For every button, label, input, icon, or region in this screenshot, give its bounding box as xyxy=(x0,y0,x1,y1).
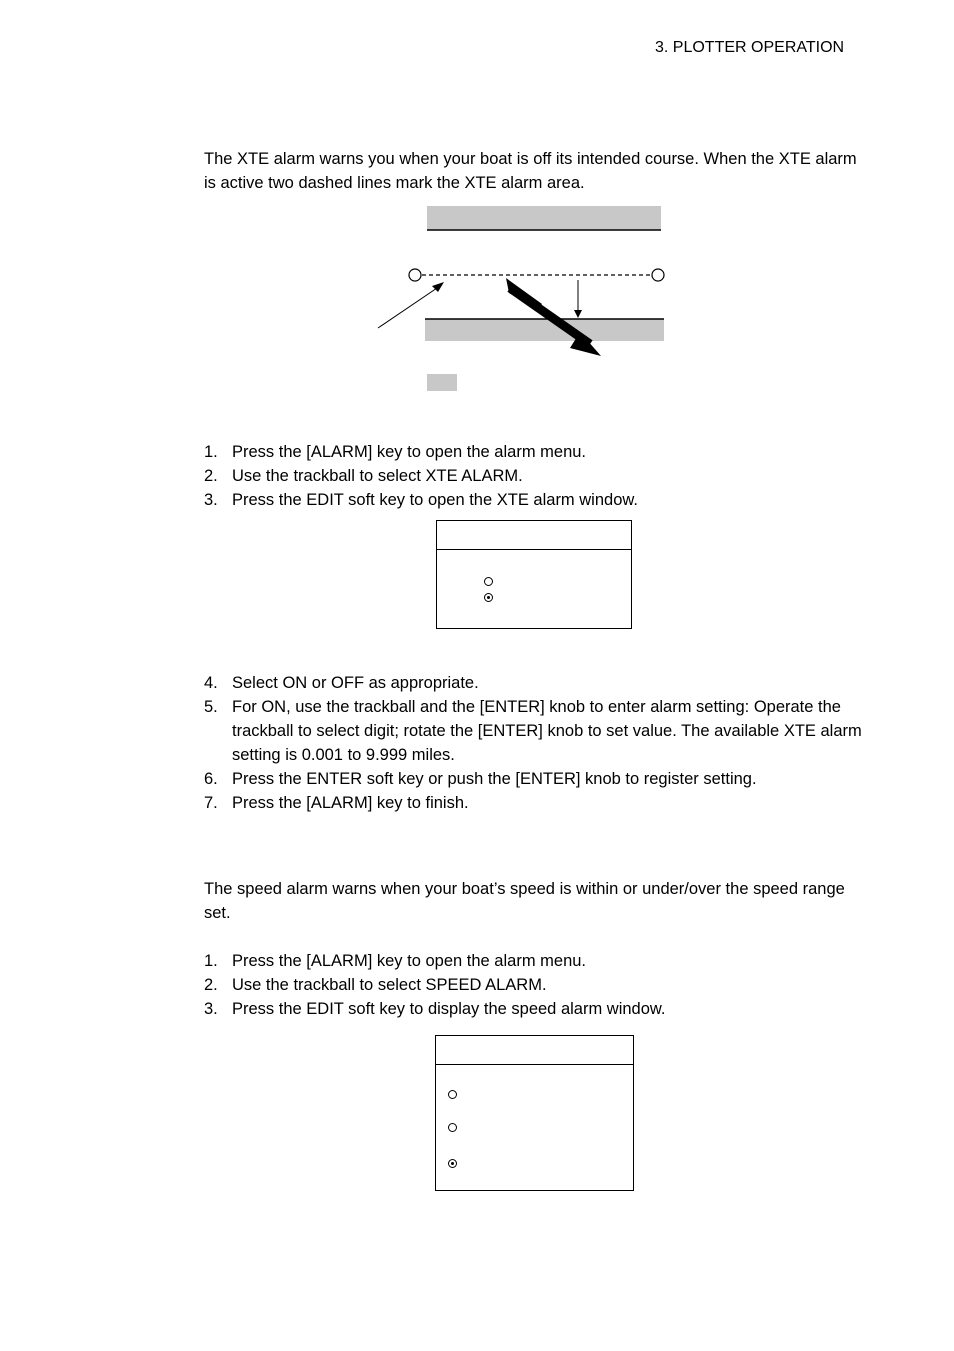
legend-swatch xyxy=(427,374,457,391)
xte-window-title-bar xyxy=(437,521,631,550)
alarm-area-bottom xyxy=(425,319,664,341)
list-item: 3. Press the EDIT soft key to open the XTE alarm window. xyxy=(204,491,638,509)
speed-option-radio-2[interactable] xyxy=(448,1123,457,1132)
speed-intro: The speed alarm warns when your boat’s speed is within or under/over the speed range set. xyxy=(204,880,845,922)
list-item: 5. For ON, use the trackball and the [ENTER] knob to enter alarm setting: Operate the trackball to select digit; rotate the [ENTER] knob to set value. The available XTE alarm setting is 0.001 to 9.999 miles. xyxy=(204,698,862,764)
boat-icon xyxy=(506,278,542,309)
speed-window-title-bar xyxy=(436,1036,633,1065)
xte-diagram xyxy=(370,200,680,400)
alarm-area-top xyxy=(427,206,661,230)
xte-alarm-window xyxy=(436,520,632,629)
list-item: 7. Press the [ALARM] key to finish. xyxy=(204,794,469,812)
list-item: 6. Press the ENTER soft key or push the [ENTER] knob to register setting. xyxy=(204,770,757,788)
xte-steps-2 xyxy=(204,671,864,815)
speed-option-radio-3[interactable] xyxy=(448,1159,457,1168)
list-item: 2. Use the trackball to select SPEED ALARM. xyxy=(204,976,547,994)
xte-intro: The XTE alarm warns you when your boat is off its intended course. When the XTE alarm is active two dashed lines mark the XTE alarm area. xyxy=(204,150,857,192)
list-item: 1. Press the [ALARM] key to open the alarm menu. xyxy=(204,952,587,970)
list-item: 4. Select ON or OFF as appropriate. xyxy=(204,674,479,692)
speed-option-radio-1[interactable] xyxy=(448,1090,457,1099)
xte-option-radio-1[interactable] xyxy=(484,577,493,586)
list-item: 1. Press the [ALARM] key to open the alarm menu. xyxy=(204,443,587,461)
speed-steps xyxy=(204,949,864,1021)
waypoint-end xyxy=(652,269,664,281)
list-item: 2. Use the trackball to select XTE ALARM. xyxy=(204,467,523,485)
xte-distance-arrowhead xyxy=(574,310,582,318)
list-item: 3. Press the EDIT soft key to display the speed alarm window. xyxy=(204,1000,666,1018)
speed-alarm-window xyxy=(435,1035,634,1191)
waypoint-start xyxy=(409,269,421,281)
xte-steps-1 xyxy=(204,440,864,512)
page-header: 3. PLOTTER OPERATION xyxy=(655,39,845,56)
xte-option-radio-2[interactable] xyxy=(484,593,493,602)
